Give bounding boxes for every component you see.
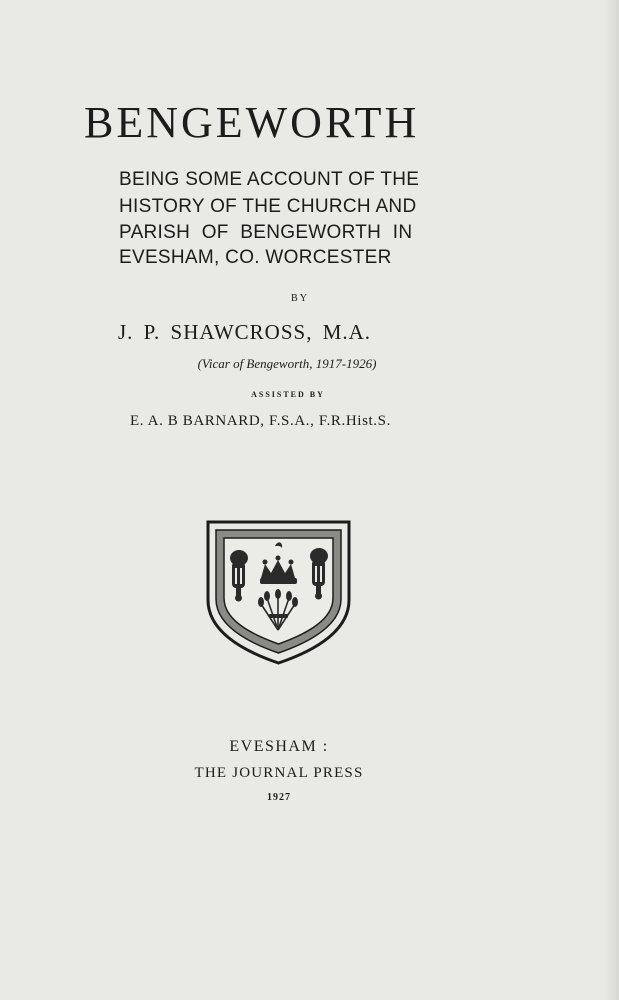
subtitle-line-3: PARISH OF BENGEWORTH IN xyxy=(119,222,413,243)
page-edge-shadow xyxy=(605,0,619,1000)
publisher-place: EVESHAM : xyxy=(229,738,329,755)
publication-year: 1927 xyxy=(267,792,291,803)
coat-of-arms-shield-icon xyxy=(205,518,352,666)
subtitle-line-1: BEING SOME ACCOUNT OF THE xyxy=(119,169,420,190)
assistant-name: E. A. B BARNARD, F.S.A., F.R.Hist.S. xyxy=(130,413,391,429)
assisted-label: ASSISTED BY xyxy=(251,390,325,399)
author-name: J. P. SHAWCROSS, M.A. xyxy=(118,320,372,344)
author-note: (Vicar of Bengeworth, 1917-1926) xyxy=(197,356,377,371)
subtitle-line-2: HISTORY OF THE CHURCH AND xyxy=(119,196,417,217)
publisher-name: THE JOURNAL PRESS xyxy=(194,765,364,781)
subtitle-line-4: EVESHAM, CO. WORCESTER xyxy=(119,247,392,268)
book-title: BENGEWORTH xyxy=(84,98,420,147)
by-label: BY xyxy=(291,293,309,304)
